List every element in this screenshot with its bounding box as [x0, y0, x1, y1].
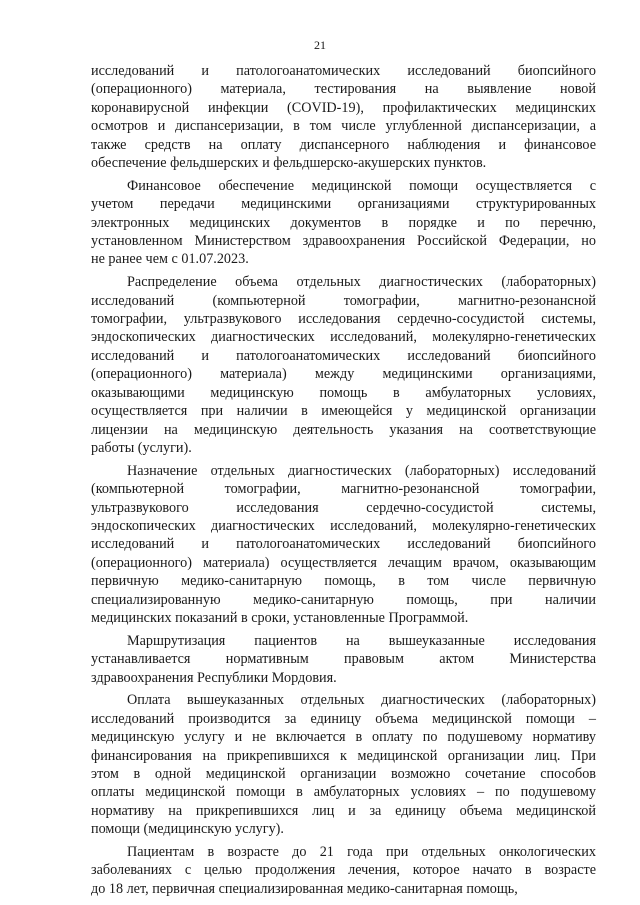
text-line: Оплата вышеуказанных отдельных диагностических (лабораторных) [127, 692, 596, 709]
text-line: учетом передачи медицинскими организациями структурированных [91, 196, 596, 213]
text-line: коронавирусной инфекции (COVID-19), профилактических медицинских [91, 99, 596, 116]
text-line: также средств на оплату диспансерного наблюдения и финансовое [91, 136, 596, 153]
paragraph-p6 [91, 691, 596, 838]
text-line: специализированную медико-санитарную помощь, при наличии [91, 591, 596, 608]
paragraph-p1 [91, 62, 596, 172]
text-line: медицинскую услугу и не включается в оплату по подушевому нормативу [91, 729, 596, 746]
text-line: эндоскопических диагностических исследований, молекулярно-генетических [91, 517, 596, 534]
text-line: исследований (компьютерной томографии, магнитно-резонансной [91, 292, 596, 309]
text-line: исследований и патологоанатомических исследований биопсийного [91, 63, 596, 79]
text-line: исследований и патологоанатомических исследований биопсийного [91, 347, 596, 364]
text-line: обеспечение фельдшерских и фельдшерско-акушерских пунктов. [91, 155, 487, 172]
text-line: ультразвукового исследования сердечно-сосудистой системы, [91, 499, 596, 516]
text-line: осуществляется при наличии в имеющейся у медицинской организации [91, 403, 596, 420]
text-line: Пациентам в возрасте до 21 года при отдельных онкологических [127, 844, 596, 860]
paragraph-p4 [91, 462, 596, 628]
text-line: финансирования на прикрепившихся к медицинской организации лиц. При [91, 747, 596, 764]
text-line: Финансовое обеспечение медицинской помощи осуществляется с [127, 177, 596, 194]
text-line: нормативу на прикрепившихся лиц и за единицу объема медицинской [91, 802, 596, 819]
text-line: этом в одной медицинской организации возможно сочетание способов [91, 765, 596, 782]
text-line: (компьютерной томографии, магнитно-резонансной томографии, [91, 481, 596, 498]
text-line: здравоохранения Республики Мордовия. [91, 669, 337, 686]
paragraph-p5 [91, 632, 596, 687]
text-line: (операционного) материала) между медицинскими организациями, [91, 366, 596, 383]
text-line: работы (услуги). [91, 439, 192, 456]
text-line: (операционного) материала, тестирования на выявление новой [91, 81, 596, 98]
text-line: осмотров и диспансеризации, в том числе углубленной диспансеризации, а [91, 118, 596, 135]
paragraph-p7 [91, 843, 596, 898]
text-line: первичную медико-санитарную помощь, в том числе первичную [91, 573, 596, 590]
text-line: установленном Министерством здравоохранения Российской Федерации, но [91, 233, 596, 250]
text-line: устанавливается нормативным правовым актом Министерства [91, 651, 596, 668]
text-line: помощи (медицинскую услугу). [91, 821, 284, 838]
paragraph-p2 [91, 177, 596, 269]
text-line: оплаты медицинской помощи в амбулаторных условиях – по подушевому [91, 784, 596, 801]
text-line: исследований производится за единицу объема медицинской помощи – [91, 710, 596, 727]
text-line: томографии, ультразвукового исследования сердечно-сосудистой системы, [91, 311, 596, 328]
text-line: заболеваниях с целью продолжения лечения, которое начато в возрасте [91, 862, 596, 879]
text-line: Назначение отдельных диагностических (лабораторных) исследований [127, 462, 596, 479]
text-line: эндоскопических диагностических исследований, молекулярно-генетических [91, 329, 596, 346]
text-line: Распределение объема отдельных диагностических (лабораторных) [127, 274, 596, 291]
text-line: Маршрутизация пациентов на вышеуказанные исследования [127, 632, 596, 649]
text-line: оказывающими медицинскую помощь в амбулаторных условиях, [91, 384, 596, 401]
text-line: медицинских показаний в сроки, установленные Программой. [91, 609, 469, 626]
document-body [91, 62, 596, 903]
paragraph-p3 [91, 273, 596, 457]
text-line: (операционного) материала) осуществляется лечащим врачом, оказывающим [91, 554, 596, 571]
text-line: электронных медицинских документов в порядке и по перечню, [91, 214, 596, 231]
page-number: 21 [314, 38, 326, 52]
text-line: лицензии на медицинскую деятельность указания на соответствующие [91, 421, 596, 438]
text-line: не ранее чем с 01.07.2023. [91, 251, 249, 268]
text-line: исследований и патологоанатомических исследований биопсийного [91, 536, 596, 553]
text-line: до 18 лет, первичная специализированная медико-санитарная помощь, [91, 880, 518, 897]
